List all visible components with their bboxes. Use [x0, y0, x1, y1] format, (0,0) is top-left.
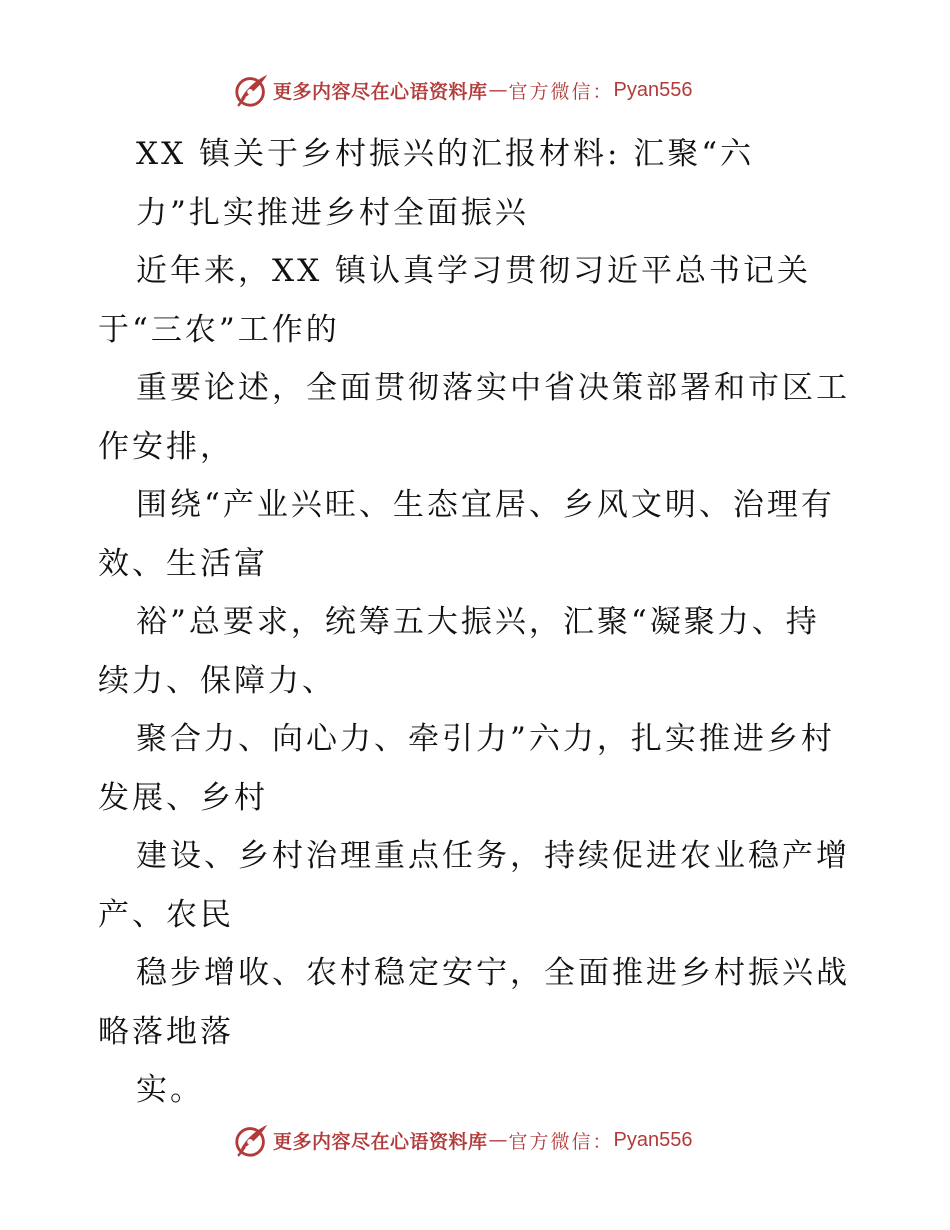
wechat-id: Pyan556 [613, 78, 693, 101]
wechat-label: 官方微信： [508, 1130, 614, 1153]
quill-logo-icon [233, 71, 271, 109]
body-line: 重要论述，全面贯彻落实中省决策部署和市区工 [136, 370, 850, 406]
body-line: 近年来，XX 镇认真学习贯彻习近平总书记关 [136, 253, 811, 289]
body-line: 实。 [136, 1072, 204, 1108]
body-line: 略落地落 [98, 1013, 234, 1050]
quill-logo-icon [233, 1121, 271, 1159]
wechat-id: Pyan556 [613, 1128, 693, 1151]
watermark-banner-bottom [233, 1120, 713, 1160]
document-content [98, 125, 858, 1120]
watermark-text: 更多内容尽在心语资料库 [273, 1130, 488, 1153]
watermark-text: 更多内容尽在心语资料库 [273, 80, 488, 103]
body-line: 产、农民 [98, 896, 234, 933]
body-line: 效、生活富 [98, 545, 268, 582]
body-line: 发展、乡村 [98, 779, 268, 816]
body-line: 围绕“产业兴旺、生态宜居、乡风文明、治理有 [136, 487, 835, 523]
watermark-banner-top [233, 70, 713, 110]
title-line: 力”扎实推进乡村全面振兴 [136, 194, 529, 231]
body-line: 作安排， [98, 428, 234, 465]
watermark-dash: — [488, 1129, 508, 1151]
title-line: XX 镇关于乡村振兴的汇报材料: 汇聚“六 [136, 136, 755, 172]
body-line: 聚合力、向心力、牵引力”六力，扎实推进乡村 [136, 721, 835, 757]
body-line: 稳步增收、农村稳定安宁，全面推进乡村振兴战 [136, 955, 850, 991]
body-line: 裕”总要求，统筹五大振兴，汇聚“凝聚力、持 [136, 604, 820, 640]
body-line: 续力、保障力、 [98, 662, 336, 699]
wechat-label: 官方微信： [508, 80, 614, 103]
body-line: 建设、乡村治理重点任务，持续促进农业稳产增 [136, 838, 850, 874]
watermark-dash: — [488, 79, 508, 101]
body-line: 于“三农”工作的 [98, 311, 340, 348]
